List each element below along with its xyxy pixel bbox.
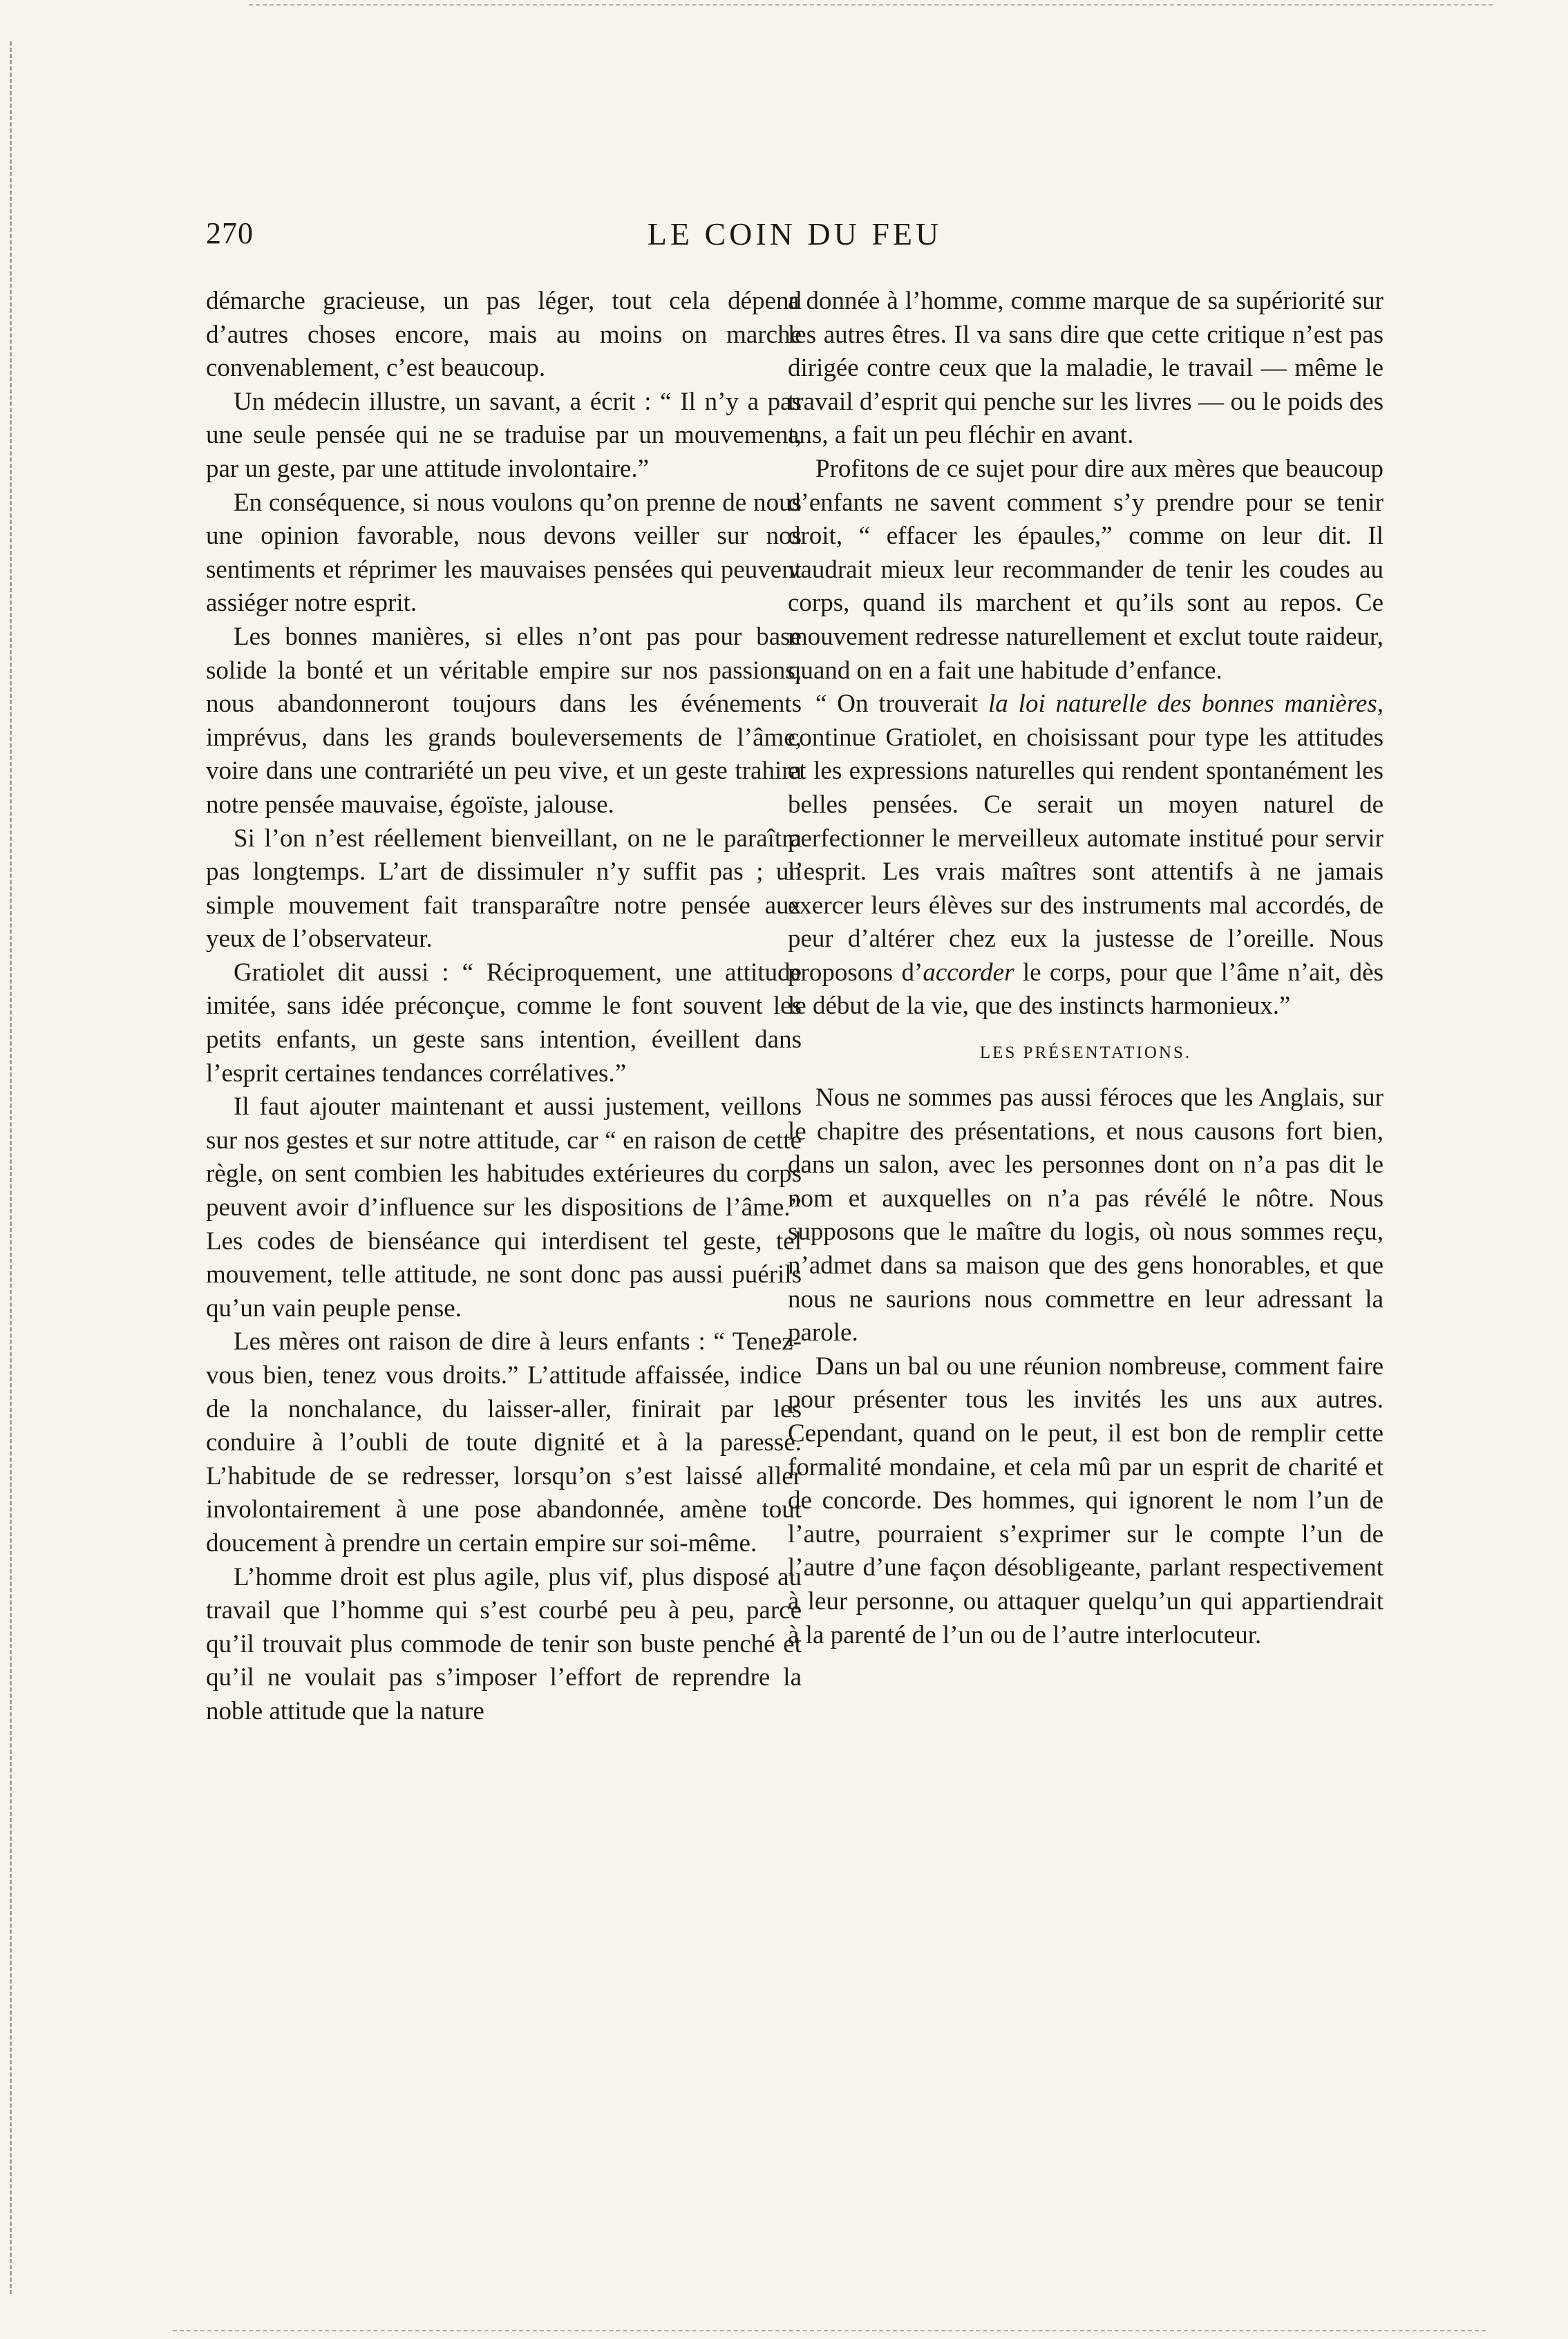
italic-phrase: la loi naturelle des bonnes manières, (988, 690, 1383, 719)
paragraph: Un médecin illustre, un savant, a écrit : “ Il n’y a pas une seule pensée qui ne se traduise par un mouvement, par un geste, par une attitude involontaire.” (206, 387, 802, 483)
page-number: 270 (206, 216, 254, 250)
paragraph: En conséquence, si nous voulons qu’on prenne de nous une opinion favorable, nous devons veiller sur nos sentiments et réprimer les mauvaises pensées qui peuvent assiéger notre esprit. (206, 488, 802, 618)
page-header (206, 216, 1383, 257)
text-run: continue Gratiolet, en choisissant pour type les attitudes et les expressions naturelles qui rendent spontanément les belles pensées. Ce serait un moyen naturel de perfectionner le merveilleux automate institué pour servir l’esprit. Les vrais maîtres sont attentifs à ne jamais exercer leurs élèves sur des instruments mal accordés, de peur d’altérer chez eux la justesse de l’oreille. Nous proposons d’ (788, 723, 1383, 987)
right-column (788, 285, 1383, 1652)
left-column (206, 285, 802, 1729)
paragraph: Il faut ajouter maintenant et aussi justement, veillons sur nos gestes et sur notre attitude, car “ en raison de cette règle, on sent combien les habitudes extérieures du corps peuvent avoir d’influence sur les dispositions de l’âme.” Les codes de bienséance qui interdisent tel geste, tel mouvement, telle attitude, ne sont donc pas aussi puérils qu’un vain peuple pense. (206, 1092, 802, 1323)
text-run: “ On trouverait (815, 690, 989, 719)
paragraph: Gratiolet dit aussi : “ Réciproquement, une attitude imitée, sans idée préconçue, comme le font souvent les petits enfants, un geste sans intention, éveillent dans l’esprit certaines tendances corrélatives.” (206, 958, 802, 1088)
scan-edge-bottom (173, 2330, 1486, 2331)
scan-edge-top (249, 4, 1493, 6)
text-run: le corps, pour que l’âme n’ait, dès le début de la vie, que des instincts harmonieux.” (788, 958, 1383, 1021)
paragraph: Si l’on n’est réellement bienveillant, on ne le paraîtra pas longtemps. L’art de dissimuler n’y suffit pas ; un simple mouvement fait transparaître notre pensée aux yeux de l’observateur. (206, 824, 802, 954)
section-heading: LES PRÉSENTATIONS. (979, 1043, 1192, 1063)
running-title: LE COIN DU FEU (647, 216, 943, 252)
paragraph: L’homme droit est plus agile, plus vif, plus disposé au travail que l’homme qui s’est courbé peu à peu, parce qu’il trouvait plus commode de tenir son buste penché et qu’il ne voulait pas s’imposer l’effort de reprendre la noble attitude que la nature (206, 1562, 802, 1725)
paragraph: démarche gracieuse, un pas léger, tout cela dépend d’autres choses encore, mais au moins on marche convenablement, c’est beaucoup. (206, 287, 802, 383)
paragraph (788, 688, 1383, 1023)
paragraph: Les bonnes manières, si elles n’ont pas pour base solide la bonté et un véritable empire sur nos passions, nous abandonneront toujours dans les événements imprévus, dans les grands bouleversements de l’âme, voire dans une contrariété un peu vive, et un geste trahira notre pensée mauvaise, égoïste, jalouse. (206, 622, 802, 819)
paragraph: Profitons de ce sujet pour dire aux mères que beaucoup d’enfants ne savent comment s’y prendre pour se tenir droit, “ effacer les épaules,” comme on leur dit. Il vaudrait mieux leur recommander de tenir les coudes au corps, quand ils marchent et qu’ils sont au repos. Ce mouvement redresse naturellement et exclut toute raideur, quand on en a fait une habitude d’enfance. (788, 454, 1383, 685)
paragraph: Les mères ont raison de dire à leurs enfants : “ Tenez-vous bien, tenez vous droits.” L’attitude affaissée, indice de la nonchalance, du laisser-aller, finirait par les conduire à l’oubli de toute dignité et à la paresse. L’habitude de se redresser, lorsqu’on s’est laissé aller involontairement à une pose abandonnée, amène tout doucement à prendre un certain empire sur soi-même. (206, 1327, 802, 1557)
paragraph: Dans un bal ou une réunion nombreuse, comment faire pour présenter tous les invités les uns aux autres. Cependant, quand on le peut, il est bon de remplir cette formalité mondaine, et cela mû par un esprit de charité et de concorde. Des hommes, qui ignorent le nom l’un de l’autre, pourraient s’exprimer sur le compte l’un de l’autre d’une façon désobligeante, parlant respectivement à leur personne, ou attaquer quelqu’un qui appartiendrait à la parenté de l’un ou de l’autre interlocuteur. (788, 1352, 1383, 1649)
paragraph: Nous ne sommes pas aussi féroces que les Anglais, sur le chapitre des présentations, et nous causons fort bien, dans un salon, avec les personnes dont on n’a pas dit le nom et auxquelles on n’a pas révélé le nôtre. Nous supposons que le maître du logis, où nous sommes reçu, n’admet dans sa maison que des gens honorables, et que nous ne saurions nous commettre en leur adressant la parole. (788, 1083, 1383, 1347)
paragraph: a donnée à l’homme, comme marque de sa supériorité sur les autres êtres. Il va sans dire que cette critique n’est pas dirigée contre ceux que la maladie, le travail — même le travail d’esprit qui penche sur les livres — ou le poids des ans, a fait un peu fléchir en avant. (788, 287, 1383, 450)
italic-word: accorder (923, 958, 1014, 987)
scan-edge-left (10, 41, 12, 2294)
